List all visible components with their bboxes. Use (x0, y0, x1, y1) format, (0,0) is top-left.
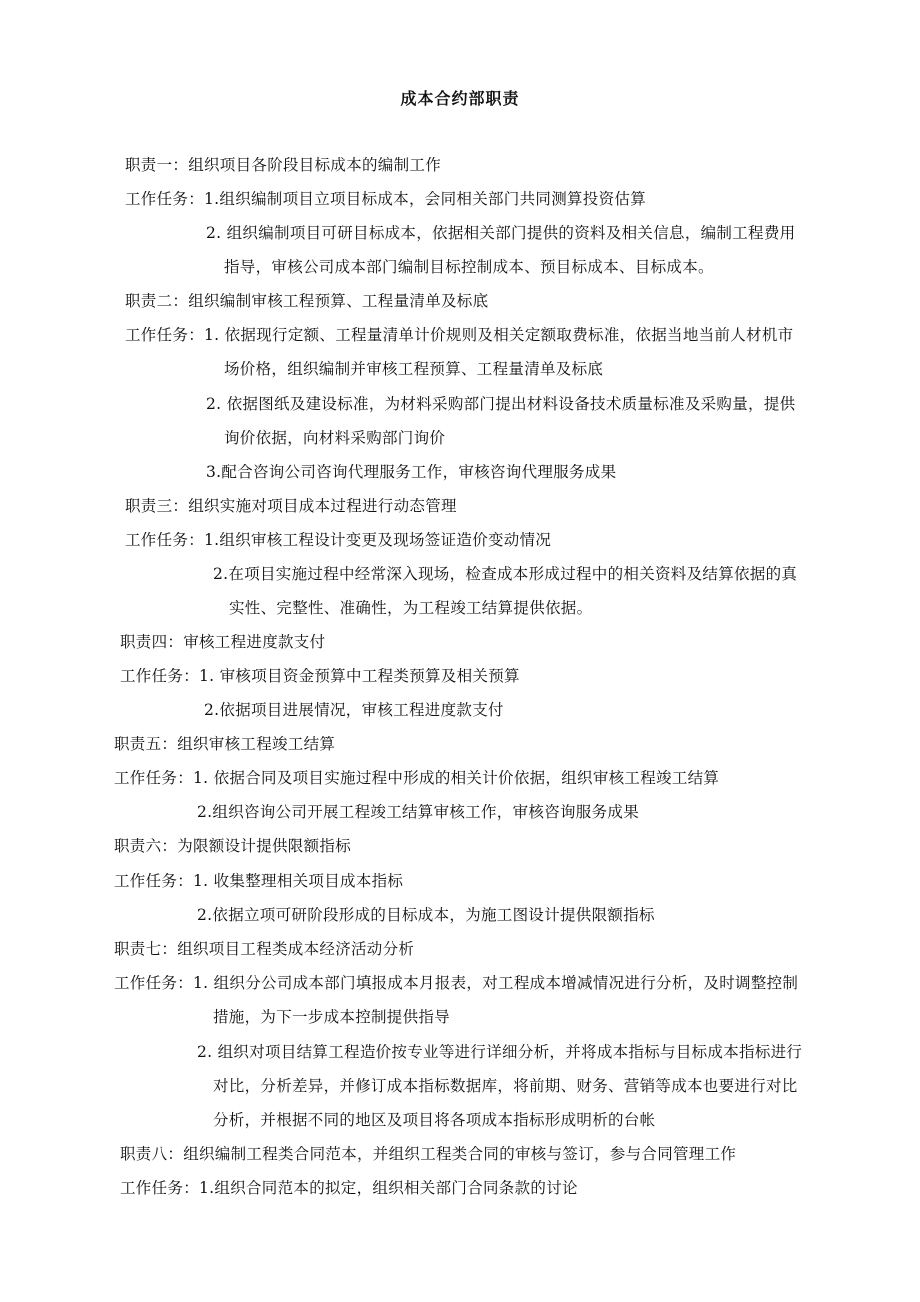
duty-7-task-2: 2. 组织对项目结算工程造价按专业等进行详细分析，并将成本指标与目标成本指标进行 (197, 1043, 803, 1061)
duty-5-task-2: 2.组织咨询公司开展工程竣工结算审核工作，审核咨询服务成果 (197, 803, 639, 821)
duty-3-task-1: 工作任务：1.组织审核工程设计变更及现场签证造价变动情况 (125, 531, 552, 549)
page-title: 成本合约部职责 (400, 89, 520, 108)
duty-1-task-2: 2. 组织编制项目可研目标成本，依据相关部门提供的资料及相关信息，编制工程费用 (206, 224, 796, 242)
duty-3-task-2: 2.在项目实施过程中经常深入现场，检查成本形成过程中的相关资料及结算依据的真 (213, 565, 798, 583)
duty-2-task-3: 3.配合咨询公司咨询代理服务工作，审核咨询代理服务成果 (206, 463, 617, 481)
duty-3-task-2-cont: 实性、完整性、准确性，为工程竣工结算提供依据。 (229, 599, 593, 617)
duty-4-task-1: 工作任务：1. 审核项目资金预算中工程类预算及相关预算 (120, 667, 520, 685)
duty-7-heading: 职责七：组织项目工程类成本经济活动分析 (114, 940, 415, 958)
duty-2-task-2: 2. 依据图纸及建设标准，为材料采购部门提出材料设备技术质量标准及采购量，提供 (206, 395, 796, 413)
duty-6-heading: 职责六：为限额设计提供限额指标 (114, 837, 352, 855)
duty-4-heading: 职责四：审核工程进度款支付 (120, 633, 326, 651)
duty-2-task-1: 工作任务：1. 依据现行定额、工程量清单计价规则及相关定额取费标准，依据当地当前人材机市 (125, 326, 794, 344)
duty-7-task-2-cont-2: 分析，并根据不同的地区及项目将各项成本指标形成明析的台帐 (213, 1111, 656, 1129)
duty-1-task-2-cont: 指导，审核公司成本部门编制目标控制成本、预目标成本、目标成本。 (224, 258, 714, 276)
duty-6-task-2: 2.依据立项可研阶段形成的目标成本，为施工图设计提供限额指标 (197, 906, 655, 924)
duty-4-task-2: 2.依据项目进展情况，审核工程进度款支付 (204, 701, 504, 719)
duty-1-heading: 职责一：组织项目各阶段目标成本的编制工作 (125, 156, 442, 174)
duty-7-task-2-cont-1: 对比，分析差异，并修订成本指标数据库，将前期、财务、营销等成本也要进行对比 (213, 1077, 798, 1095)
duty-6-task-1: 工作任务：1. 收集整理相关项目成本指标 (114, 872, 404, 890)
duty-1-task-1: 工作任务：1.组织编制项目立项目标成本，会同相关部门共同测算投资估算 (125, 190, 646, 208)
duty-3-heading: 职责三：组织实施对项目成本过程进行动态管理 (125, 497, 457, 515)
duty-8-task-1: 工作任务：1.组织合同范本的拟定，组织相关部门合同条款的讨论 (120, 1179, 578, 1197)
duty-2-task-2-cont: 询价依据，向材料采购部门询价 (224, 429, 446, 447)
duty-2-task-1-cont: 场价格，组织编制并审核工程预算、工程量清单及标底 (224, 360, 604, 378)
duty-7-task-1: 工作任务：1. 组织分公司成本部门填报成本月报表，对工程成本增减情况进行分析，及时调整控制 (114, 974, 799, 992)
duty-7-task-1-cont: 措施，为下一步成本控制提供指导 (213, 1008, 451, 1026)
duty-2-heading: 职责二：组织编制审核工程预算、工程量清单及标底 (125, 292, 489, 310)
duty-5-heading: 职责五：组织审核工程竣工结算 (114, 735, 336, 753)
duty-8-heading: 职责八：组织编制工程类合同范本，并组织工程类合同的审核与签订，参与合同管理工作 (120, 1145, 737, 1163)
duty-5-task-1: 工作任务：1. 依据合同及项目实施过程中形成的相关计价依据，组织审核工程竣工结算 (114, 769, 720, 787)
